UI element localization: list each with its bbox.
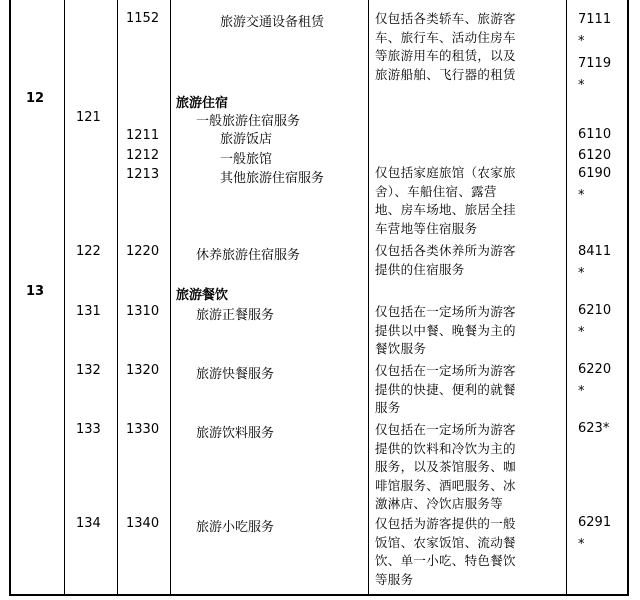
- industry-code: 6110: [578, 127, 612, 142]
- description: 仅包括在一定场所为游客 提供的饮料和冷饮为主的 服务，以及茶馆服务、咖 啡馆服务、酒吧服务、冰 激淋店、冷饮店服务等: [375, 422, 516, 511]
- column-divider: [117, 0, 118, 596]
- description: 仅包括各类轿车、旅游客 车、旅行车、活动住房车 等旅游用车的租赁，以及 旅游船舶、飞行器的租赁: [375, 11, 516, 82]
- industry-code: 6291 *: [578, 515, 612, 552]
- category-name: 其他旅游住宿服务: [220, 171, 325, 186]
- code-l3: 1212: [126, 148, 160, 163]
- industry-code: 7111 * 7119 *: [578, 12, 612, 93]
- description: 仅包括在一定场所为游客 提供的快捷、便利的就餐 服务: [375, 363, 516, 415]
- description: 仅包括各类休养所为游客 提供的住宿服务: [375, 243, 516, 277]
- code-l3: 1213: [126, 167, 160, 182]
- section-heading: 旅游住宿: [176, 96, 229, 111]
- column-divider: [170, 0, 171, 596]
- code-l3: 1220: [126, 244, 160, 259]
- code-l1: 12: [26, 91, 45, 106]
- category-name: 休养旅游住宿服务: [196, 248, 301, 263]
- industry-code: 6120: [578, 148, 612, 163]
- code-l1: 13: [26, 284, 45, 299]
- section-heading: 旅游餐饮: [176, 288, 229, 303]
- column-divider: [368, 0, 369, 596]
- column-divider: [64, 0, 65, 596]
- category-name: 一般旅馆: [220, 152, 273, 167]
- category-name: 旅游交通设备租赁: [220, 15, 325, 30]
- code-l2: 132: [76, 363, 101, 378]
- code-l2: 133: [76, 422, 101, 437]
- category-name: 旅游小吃服务: [196, 520, 275, 535]
- description: 仅包括家庭旅馆（农家旅 舍）、车船住宿、露营 地、房车场地、旅居全挂 车营地等住宿服务: [375, 165, 516, 236]
- industry-code: 6220 *: [578, 362, 612, 399]
- description: 仅包括为游客提供的一般 饭馆、农家饭馆、流动餐 饮、单一小吃、特色餐饮 等服务: [375, 516, 516, 587]
- code-l3: 1340: [126, 516, 160, 531]
- industry-code: 8411 *: [578, 244, 612, 281]
- category-name: 旅游正餐服务: [196, 308, 275, 323]
- industry-code: 6190 *: [578, 166, 612, 203]
- code-l2: 122: [76, 244, 101, 259]
- code-l2: 131: [76, 304, 101, 319]
- column-divider: [566, 0, 567, 596]
- industry-code: 6210 *: [578, 303, 612, 340]
- classification-table: [9, 0, 629, 596]
- category-name: 旅游饮料服务: [196, 426, 275, 441]
- code-l3: 1310: [126, 304, 160, 319]
- industry-code: 623*: [578, 421, 610, 436]
- code-l3: 1320: [126, 363, 160, 378]
- code-l2: 134: [76, 516, 101, 531]
- code-l3: 1330: [126, 422, 160, 437]
- description: 仅包括在一定场所为游客 提供以中餐、晚餐为主的 餐饮服务: [375, 304, 516, 356]
- code-l3: 1211: [126, 128, 160, 143]
- category-name: 旅游饭店: [220, 132, 273, 147]
- code-l3: 1152: [126, 11, 160, 26]
- category-name: 旅游快餐服务: [196, 367, 275, 382]
- code-l2: 121: [76, 110, 101, 125]
- category-name: 一般旅游住宿服务: [196, 114, 301, 129]
